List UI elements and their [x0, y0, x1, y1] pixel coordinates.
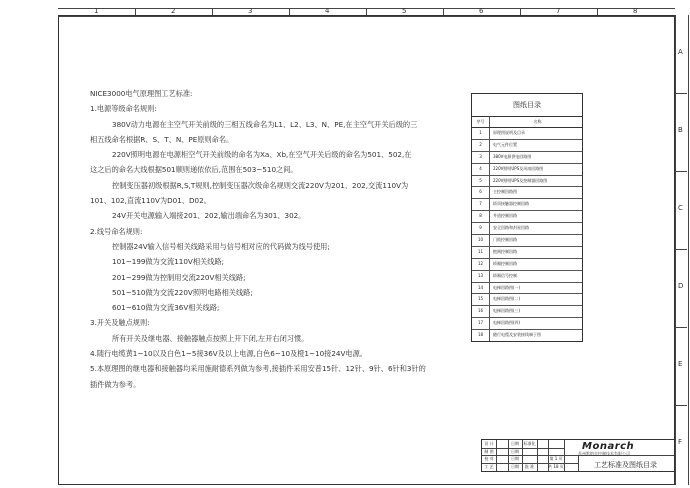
index-row: [472, 283, 582, 295]
index-row-name: 主控制回路图: [493, 189, 517, 195]
index-row: [472, 164, 582, 176]
s1-para: 220V照明电源在电源柜空气开关前级的命名为Xa、Xb,在空气开关后级的命名为501、502,在: [112, 150, 412, 160]
index-row-no: 5: [472, 176, 490, 187]
tb-r4-c3: 日期: [511, 464, 519, 469]
index-row-name: 安全回路和封星回路: [493, 225, 529, 231]
index-row-no: 7: [472, 199, 490, 210]
index-row: [472, 271, 582, 283]
title-block: [481, 439, 675, 472]
ruler-col-5: 5: [402, 7, 407, 15]
section-2-heading: 2.线号命名规则:: [90, 226, 143, 236]
index-row-no: 18: [472, 330, 490, 341]
doc-title: NICE3000电气原理图工艺标准:: [90, 89, 193, 98]
tb-r2-c1: 制 图: [484, 448, 494, 454]
tb-r4-c1: 工 艺: [484, 464, 494, 469]
index-row-name: 井道控制回路: [493, 213, 517, 219]
tb-r2-c3: 日期: [511, 448, 519, 454]
index-row-name: 轿厢控制回路: [493, 260, 517, 266]
index-row-no: 17: [472, 318, 490, 329]
index-row: [472, 187, 582, 199]
ruler-col-7: 7: [556, 7, 561, 15]
s1-para: 相五线命名根据R、S、T、N、PE原则命名。: [90, 134, 234, 144]
tb-r1-c3: 日期: [511, 441, 519, 446]
ruler-row-a: A: [678, 48, 683, 56]
index-row: [472, 128, 582, 140]
index-row: [472, 318, 582, 330]
tb-r3-c1: 校 对: [484, 456, 494, 461]
index-row: [472, 199, 582, 211]
index-row-no: 3: [472, 152, 490, 163]
right-ruler: [675, 15, 689, 485]
index-row-no: 10: [472, 235, 490, 246]
section-1-heading: 1.电源等级命名规则:: [90, 104, 157, 114]
s1-para: 这之后的命名大线根据501顺则递依依后,范围在503~510之间。: [90, 165, 298, 175]
s2-item: 601~610做为交流36V相关线路;: [112, 303, 220, 313]
index-row: [472, 330, 582, 341]
s2-item: 201~299做为控制用交流220V相关线路;: [112, 272, 246, 282]
section-4: 4.随行电缆黄1~10以及白色1~5接36V及以上电源,白色6~10及橙1~10接24V电源。: [90, 349, 367, 359]
index-row-no: 1: [472, 128, 490, 139]
section-3-heading: 3.开关及触点规则:: [90, 318, 150, 328]
index-row: [472, 152, 582, 164]
index-row-name: 电梯回路图(四): [493, 320, 521, 326]
index-row-name: 原理图说明及目录: [493, 130, 525, 135]
index-row-name: 电梯回路图(一): [493, 284, 521, 290]
index-row-no: 14: [472, 283, 490, 294]
index-row-name: 220V照明UPS及控制器回路图: [493, 177, 548, 183]
ruler-col-4: 4: [325, 7, 330, 15]
tb-r3-c3: 日期: [511, 456, 519, 461]
ruler-row-b: B: [678, 126, 683, 134]
s1-para: 380V动力电源在主空气开关前级的三相五线命名为L1、L2、L3、N、PE,在主空气开关后级的三: [112, 119, 418, 129]
s1-para: 24V开关电源输入端接201、202,输出端命名为301、302。: [112, 211, 306, 221]
index-row-no: 9: [472, 223, 490, 234]
section-5: 插件做为参考。: [90, 379, 141, 389]
spec-text: [90, 86, 450, 392]
index-row-no: 15: [472, 294, 490, 305]
index-row: [472, 211, 582, 223]
index-row-name: 220V照明UPS及风扇回路图: [493, 165, 544, 171]
sheet-total: 共 18 页: [548, 464, 564, 469]
index-title: 图纸目录: [472, 94, 582, 117]
ruler-row-e: E: [678, 360, 683, 368]
index-row-no: 8: [472, 211, 490, 222]
company-name: 苏州默纳克控制技术有限公司: [578, 451, 630, 456]
company-logo: Monarch: [582, 441, 635, 452]
ruler-col-6: 6: [479, 7, 484, 15]
section-5: 5.本原理图的继电器和接触器均采用施耐德系列做为参考,接插件采用安普15针、12针、9针、6针和3针的: [90, 364, 426, 374]
ruler-row-f: F: [678, 438, 683, 446]
index-row: [472, 223, 582, 235]
tb-r1-c4: 标准化: [523, 441, 536, 446]
ruler-row-c: C: [678, 204, 683, 212]
col-no-header: 序号: [472, 117, 490, 127]
index-row-name: 轿厢信号控制: [493, 272, 517, 278]
col-name-header: 名称: [533, 119, 542, 124]
index-row-name: 380V电源供电回路图: [493, 153, 532, 159]
index-row-name: 电梯回路图(二): [493, 296, 521, 302]
ruler-row-d: D: [678, 282, 684, 290]
drawing-index-table: [471, 93, 583, 342]
index-row-name: 电气元件位置: [493, 141, 517, 147]
index-row-no: 4: [472, 164, 490, 175]
index-row-no: 12: [472, 259, 490, 270]
index-row-name: 轿顶接触器控制回路: [493, 201, 529, 207]
index-row-name: 随行电缆及安装接线端子图: [493, 332, 541, 338]
s1-para: 控制变压器初级根据R,S,T规则,控制变压器次级命名规则交流220V为201、202,交流110V为: [112, 180, 409, 190]
index-row-no: 11: [472, 247, 490, 258]
ruler-col-3: 3: [248, 7, 253, 15]
s2-item: 控制器24V输入信号相关线路采用与信号相对应的代码做为线号使用;: [112, 241, 330, 251]
index-row-no: 2: [472, 140, 490, 151]
index-row: [472, 235, 582, 247]
s3-item: 所有开关及继电器、接触器触点按照上开下闭,左开右闭习惯。: [112, 333, 309, 343]
index-row: [472, 247, 582, 259]
ruler-col-1: 1: [94, 7, 99, 15]
drawing-title: 工艺标准及图纸目录: [594, 461, 657, 469]
tb-r1-c1: 设 计: [484, 441, 494, 446]
index-row: [472, 176, 582, 188]
index-row-name: 电梯回路图(三): [493, 308, 521, 314]
index-row: [472, 306, 582, 318]
index-row-no: 16: [472, 306, 490, 317]
index-row: [472, 259, 582, 271]
index-row-no: 6: [472, 187, 490, 198]
s2-item: 101~199做为交流110V相关线路;: [112, 257, 225, 267]
s2-item: 501~510做为交流220V照明电路相关线路;: [112, 287, 253, 297]
sheet-number: 第 1 页: [549, 456, 563, 461]
index-row-name: 抱闸控制回路: [493, 248, 517, 254]
ruler-col-2: 2: [171, 7, 176, 15]
index-row: [472, 294, 582, 306]
s1-para: 101、102,直流110V为D01、D02。: [90, 196, 211, 206]
tb-r4-c4: 批 准: [524, 464, 535, 469]
index-header: [472, 117, 582, 128]
index-row-name: 门锁控制回路: [493, 237, 517, 243]
index-row: [472, 140, 582, 152]
ruler-col-8: 8: [633, 7, 638, 15]
index-row-no: 13: [472, 271, 490, 282]
